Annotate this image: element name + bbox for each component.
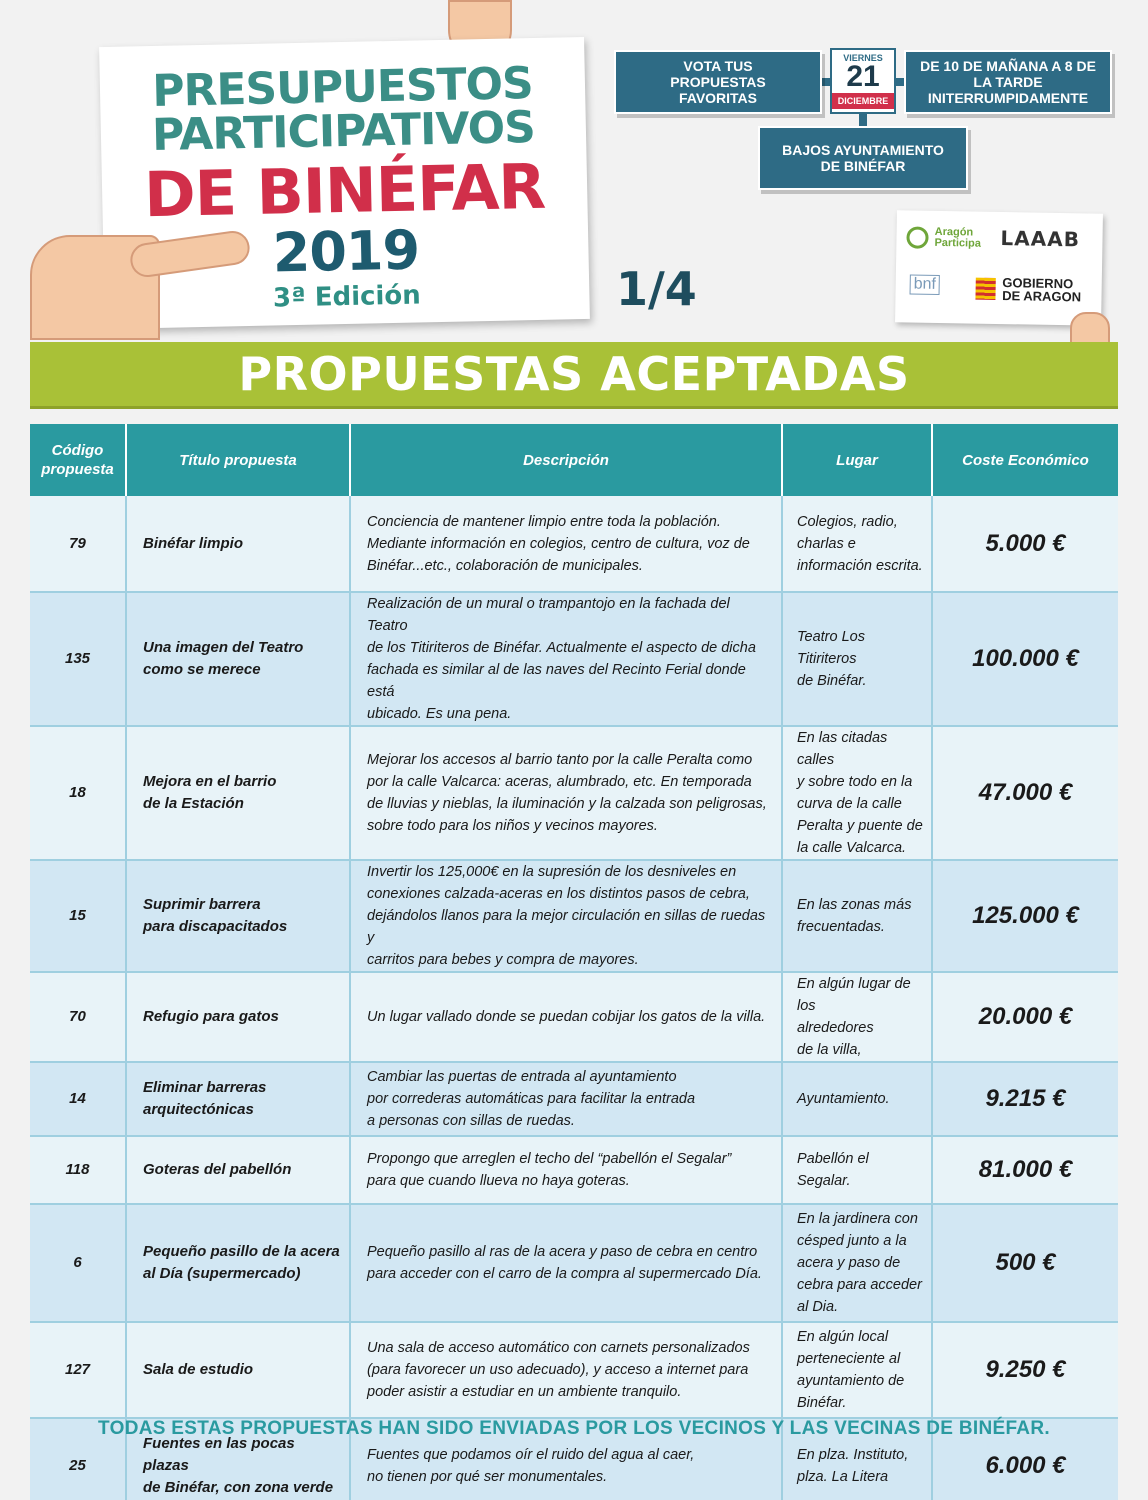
proposal-description: Cambiar las puertas de entrada al ayuntamiento por correderas automáticas para facilitar la entrada a personas con sillas de ruedas. [350,1062,782,1136]
proposal-description: Fuentes que podamos oír el ruido del agua al caer, no tienen por qué ser monumentales. [350,1418,782,1500]
table-row [30,1136,1118,1204]
place-info-box [758,126,968,190]
date-weekday: VIERNES [843,53,883,63]
proposal-code: 14 [30,1062,126,1136]
proposal-place: En las citadas calles y sobre todo en la curva de la calle Peralta y puente de la calle Valcarca. [782,726,932,860]
header-place: Lugar [782,424,932,496]
proposal-description: Una sala de acceso automático con carnets personalizados (para favorecer un uso adecuado), y acceso a internet para poder asistir a estudiar en un ambiente tranquilo. [350,1322,782,1418]
time-info-box [904,50,1112,114]
proposal-place: En plza. Instituto, plza. La Litera [782,1418,932,1500]
logos-card [895,210,1103,326]
proposal-title: Mejora en el barrio de la Estación [126,726,350,860]
proposal-cost: 47.000 € [932,726,1118,860]
footer-note: TODAS ESTAS PROPUESTAS HAN SIDO ENVIADAS POR LOS VECINOS Y LAS VECINAS DE BINÉFAR. [98,1418,1050,1439]
proposal-description: Mejorar los accesos al barrio tanto por la calle Peralta como por la calle Valcarca: aceras, alumbrado, etc. En temporada de lluvias y nieblas, la iluminación y la calzada son peligrosas, sobre todo para los niños y vecinos mayores. [350,726,782,860]
table-row [30,592,1118,726]
proposals-table [30,424,1118,1500]
table-row [30,496,1118,592]
proposal-cost: 6.000 € [932,1418,1118,1500]
aragon-participa-line2: Participa [934,236,982,250]
aragon-participa-logo [906,226,981,249]
date-month: DICIEMBRE [832,93,894,109]
proposal-code: 79 [30,496,126,592]
proposal-description: Pequeño pasillo al ras de la acera y paso de cebra en centro para acceder con el carro de la compra al supermercado Día. [350,1204,782,1322]
table-row [30,1204,1118,1322]
table-row [30,972,1118,1062]
proposal-cost: 9.215 € [932,1062,1118,1136]
proposal-title: Fuentes en las pocas plazas de Binéfar, con zona verde [126,1418,350,1500]
proposal-place: En la jardinera con césped junto a la acera y paso de cebra para acceder al Dia. [782,1204,932,1322]
title-line-3: DE BINÉFAR [143,149,546,232]
proposal-cost: 9.250 € [932,1322,1118,1418]
proposal-title: Goteras del pabellón [126,1136,350,1204]
proposal-description: Un lugar vallado donde se puedan cobijar los gatos de la villa. [350,972,782,1062]
header-cost: Coste Económico [932,424,1118,496]
proposal-description: Propongo que arreglen el techo del “pabellón el Segalar” para que cuando llueva no haya goteras. [350,1136,782,1204]
proposal-cost: 5.000 € [932,496,1118,592]
aragon-flag-icon [975,278,995,300]
proposal-title: Sala de estudio [126,1322,350,1418]
proposal-cost: 125.000 € [932,860,1118,972]
proposal-code: 135 [30,592,126,726]
lamb-logo: LAAAB [1000,226,1081,252]
proposal-place: Colegios, radio, charlas e información escrita. [782,496,932,592]
table-row [30,1062,1118,1136]
proposal-title: Eliminar barreras arquitectónicas [126,1062,350,1136]
proposal-description: Invertir los 125,000€ en la supresión de los desniveles en conexiones calzada-aceras en los distintos pasos de cebra, dejándolos llanos para la mejor circulación en sillas de ruedas y carritos para bebes y compra de mayores. [350,860,782,972]
proposal-code: 118 [30,1136,126,1204]
header-title: Título propuesta [126,424,350,496]
proposal-place: Ayuntamiento. [782,1062,932,1136]
header-code: Código propuesta [30,424,126,496]
table-header-row [30,424,1118,496]
year-label: 2019 [272,218,420,285]
table-row [30,1322,1118,1418]
bnf-logo: bnf [910,274,941,295]
proposal-cost: 81.000 € [932,1136,1118,1204]
vote-text: VOTA TUS PROPUESTAS FAVORITAS [670,58,766,106]
proposal-title: Refugio para gatos [126,972,350,1062]
proposal-place: En algún local perteneciente al ayuntamiento de Binéfar. [782,1322,932,1418]
title-line-1: PRESUPUESTOS [151,58,534,117]
proposal-place: En algún lugar de los alrededores de la villa, [782,972,932,1062]
proposal-title: Pequeño pasillo de la acera al Día (supermercado) [126,1204,350,1322]
proposal-code: 18 [30,726,126,860]
proposal-place: Pabellón el Segalar. [782,1136,932,1204]
gobierno-line1: GOBIERNO [1002,275,1074,292]
page-indicator: 1/4 [616,262,697,316]
gobierno-line2: DE ARAGON [1002,288,1082,305]
hand-illustration-pointing [30,215,250,340]
date-day: 21 [846,60,880,93]
header-description: Descripción [350,424,782,496]
time-text: DE 10 DE MAÑANA A 8 DE LA TARDE INITERRUMPIDAMENTE [920,58,1096,106]
proposal-title: Una imagen del Teatro como se merece [126,592,350,726]
aragon-participa-line1: Aragón [934,225,974,239]
place-text: BAJOS AYUNTAMIENTO DE BINÉFAR [782,142,944,174]
date-box [830,48,896,114]
proposal-code: 6 [30,1204,126,1322]
proposal-description: Realización de un mural o trampantojo en la fachada del Teatro de los Titiriteros de Binéfar. Actualmente el aspecto de dicha fachada es similar al de las naves del Recinto Ferial donde está ubicado. Es una pena. [350,592,782,726]
proposal-cost: 500 € [932,1204,1118,1322]
aragon-participa-icon [906,226,928,248]
gobierno-aragon-logo [975,276,1081,304]
table-row [30,860,1118,972]
proposal-place: Teatro Los Titiriteros de Binéfar. [782,592,932,726]
proposal-title: Binéfar limpio [126,496,350,592]
proposal-place: En las zonas más frecuentadas. [782,860,932,972]
edition-label: 3ª Edición [272,280,422,314]
proposal-code: 15 [30,860,126,972]
proposal-cost: 100.000 € [932,592,1118,726]
section-banner: PROPUESTAS ACEPTADAS [30,342,1118,406]
proposal-code: 70 [30,972,126,1062]
table-row [30,726,1118,860]
title-line-2: PARTICIPATIVOS [151,102,536,162]
proposal-code: 25 [30,1418,126,1500]
proposal-code: 127 [30,1322,126,1418]
proposal-title: Suprimir barrera para discapacitados [126,860,350,972]
proposal-cost: 20.000 € [932,972,1118,1062]
proposal-description: Conciencia de mantener limpio entre toda la población. Mediante información en colegios, centro de cultura, voz de Binéfar...etc., colaboración de municipales. [350,496,782,592]
vote-info-box [614,50,822,114]
